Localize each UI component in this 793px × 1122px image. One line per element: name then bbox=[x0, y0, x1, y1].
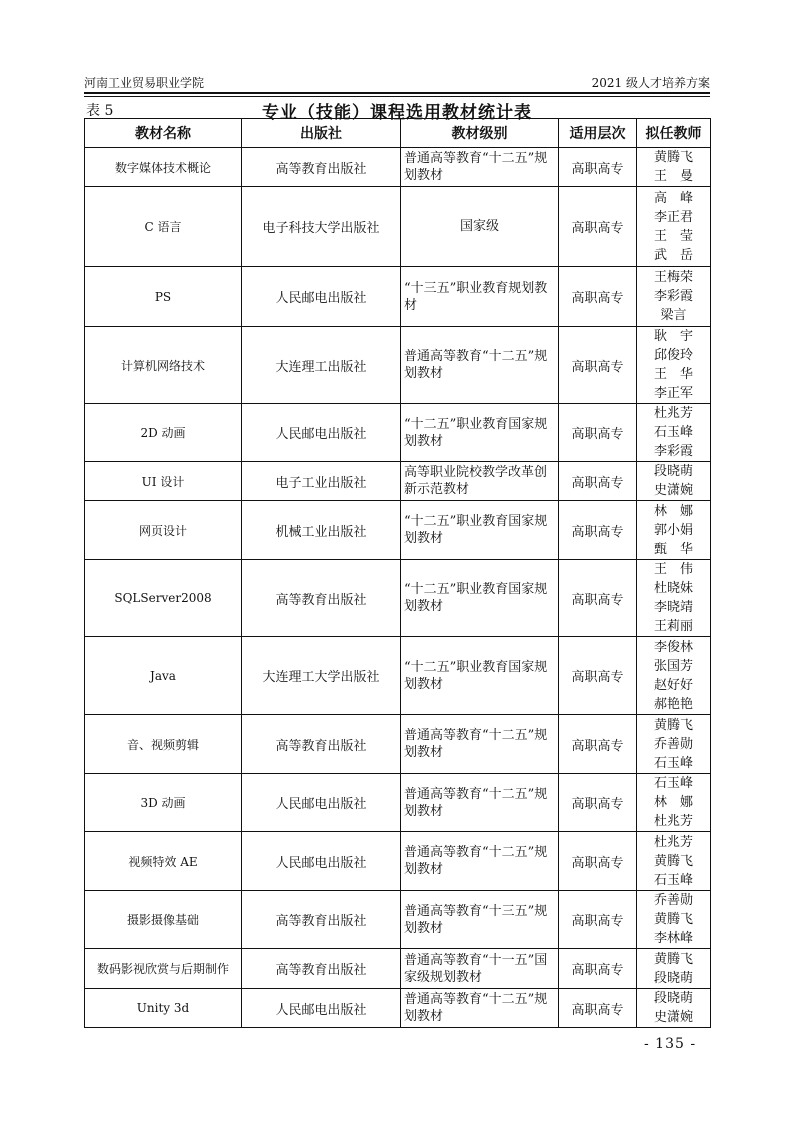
table-header-row bbox=[85, 119, 711, 148]
cell-level: “十二五”职业教育国家规划教材 bbox=[401, 637, 559, 715]
teacher-name: 段晓萌 bbox=[653, 970, 693, 986]
teacher-name: 耿 宇 bbox=[653, 329, 693, 344]
cell-teachers bbox=[637, 267, 711, 327]
cell-tier: 高职高专 bbox=[559, 404, 637, 462]
teacher-name: 杜兆芳 bbox=[653, 406, 693, 421]
table-row bbox=[85, 462, 711, 501]
cell-publisher: 机械工业出版社 bbox=[242, 501, 401, 560]
cell-level: “十三五”职业教育规划教材 bbox=[401, 267, 559, 327]
cell-textbook-name: Java bbox=[85, 637, 242, 715]
teacher-name: 赵好好 bbox=[653, 677, 693, 693]
cell-tier: 高职高专 bbox=[559, 560, 637, 637]
column-header-tier: 适用层次 bbox=[559, 119, 637, 148]
cell-level: 高等职业院校教学改革创新示范教材 bbox=[401, 462, 559, 501]
teacher-name: 武 岳 bbox=[653, 247, 693, 263]
cell-level: 普通高等教育“十二五”规划教材 bbox=[401, 832, 559, 891]
cell-publisher: 人民邮电出版社 bbox=[242, 404, 401, 462]
cell-level: 国家级 bbox=[401, 187, 559, 267]
table-row bbox=[85, 148, 711, 187]
column-header-level: 教材级别 bbox=[401, 119, 559, 148]
teacher-name: 石玉峰 bbox=[653, 755, 693, 771]
cell-level: “十二五”职业教育国家规划教材 bbox=[401, 501, 559, 560]
teacher-name: 李正军 bbox=[653, 386, 693, 401]
teacher-name: 段晓萌 bbox=[653, 464, 693, 479]
cell-teachers bbox=[637, 832, 711, 891]
teacher-name: 李彩霞 bbox=[653, 444, 693, 459]
cell-textbook-name: 摄影摄像基础 bbox=[85, 891, 242, 949]
teacher-name: 黄腾飞 bbox=[653, 951, 693, 967]
cell-level: 普通高等教育“十二五”规划教材 bbox=[401, 774, 559, 832]
teacher-name: 王 华 bbox=[653, 367, 693, 382]
cell-teachers bbox=[637, 187, 711, 267]
teacher-name: 李林峰 bbox=[653, 931, 693, 946]
table-row bbox=[85, 501, 711, 560]
cell-publisher: 高等教育出版社 bbox=[242, 715, 401, 774]
teacher-name: 段晓萌 bbox=[653, 991, 693, 1006]
cell-publisher: 人民邮电出版社 bbox=[242, 832, 401, 891]
cell-teachers bbox=[637, 949, 711, 989]
column-header-name: 教材名称 bbox=[85, 119, 242, 148]
teacher-name: 郝艳艳 bbox=[653, 696, 693, 712]
teacher-name: 黄腾飞 bbox=[653, 853, 693, 869]
cell-tier: 高职高专 bbox=[559, 148, 637, 187]
cell-publisher: 电子工业出版社 bbox=[242, 462, 401, 501]
cell-publisher: 电子科技大学出版社 bbox=[242, 187, 401, 267]
table-row bbox=[85, 989, 711, 1028]
teacher-name: 林 娜 bbox=[653, 503, 693, 519]
cell-textbook-name: SQLServer2008 bbox=[85, 560, 242, 637]
cell-tier: 高职高专 bbox=[559, 949, 637, 989]
teacher-name: 李彩霞 bbox=[653, 289, 693, 304]
table-title: 专业（技能）课程选用教材统计表 bbox=[262, 103, 532, 123]
cell-publisher: 人民邮电出版社 bbox=[242, 989, 401, 1028]
cell-publisher: 大连理工大学出版社 bbox=[242, 637, 401, 715]
teacher-name: 石玉峰 bbox=[653, 776, 693, 791]
cell-level: 普通高等教育“十二五”规划教材 bbox=[401, 715, 559, 774]
teacher-name: 林 娜 bbox=[653, 795, 693, 810]
teacher-name: 杜兆芳 bbox=[653, 814, 693, 829]
cell-tier: 高职高专 bbox=[559, 187, 637, 267]
cell-level: 普通高等教育“十二五”规划教材 bbox=[401, 327, 559, 404]
header-document-name: 2021 级人才培养方案 bbox=[591, 76, 710, 90]
teacher-name: 李正君 bbox=[653, 209, 693, 225]
teacher-name: 邱俊玲 bbox=[653, 348, 693, 363]
teacher-name: 李俊林 bbox=[653, 639, 693, 655]
column-header-publisher: 出版社 bbox=[242, 119, 401, 148]
table-row bbox=[85, 560, 711, 637]
cell-textbook-name: 视频特效 AE bbox=[85, 832, 242, 891]
teacher-name: 梁言 bbox=[660, 308, 687, 323]
cell-tier: 高职高专 bbox=[559, 327, 637, 404]
teacher-name: 石玉峰 bbox=[653, 425, 693, 440]
teacher-name: 石玉峰 bbox=[653, 872, 693, 888]
cell-level: 普通高等教育“十三五”规划教材 bbox=[401, 891, 559, 949]
cell-textbook-name: 3D 动画 bbox=[85, 774, 242, 832]
cell-teachers bbox=[637, 462, 711, 501]
column-header-teachers: 拟任教师 bbox=[637, 119, 711, 148]
cell-publisher: 人民邮电出版社 bbox=[242, 774, 401, 832]
table-row bbox=[85, 267, 711, 327]
header-school-name: 河南工业贸易职业学院 bbox=[84, 76, 205, 90]
cell-textbook-name: 数码影视欣赏与后期制作 bbox=[85, 949, 242, 989]
cell-textbook-name: Unity 3d bbox=[85, 989, 242, 1028]
table-row bbox=[85, 832, 711, 891]
page-number: - 135 - bbox=[644, 1036, 697, 1052]
teacher-name: 张国芳 bbox=[653, 658, 693, 674]
cell-teachers bbox=[637, 560, 711, 637]
cell-level: 普通高等教育“十二五”规划教材 bbox=[401, 148, 559, 187]
table-row bbox=[85, 891, 711, 949]
cell-textbook-name: 2D 动画 bbox=[85, 404, 242, 462]
cell-tier: 高职高专 bbox=[559, 715, 637, 774]
cell-tier: 高职高专 bbox=[559, 774, 637, 832]
cell-teachers bbox=[637, 501, 711, 560]
teacher-name: 乔善勋 bbox=[653, 736, 693, 752]
textbook-table bbox=[84, 118, 711, 1028]
cell-tier: 高职高专 bbox=[559, 637, 637, 715]
cell-textbook-name: 音、视频剪辑 bbox=[85, 715, 242, 774]
teacher-name: 史潇婉 bbox=[653, 1010, 693, 1025]
cell-textbook-name: 数字媒体技术概论 bbox=[85, 148, 242, 187]
cell-publisher: 高等教育出版社 bbox=[242, 949, 401, 989]
cell-textbook-name: 计算机网络技术 bbox=[85, 327, 242, 404]
teacher-name: 李晓靖 bbox=[653, 600, 693, 615]
cell-publisher: 大连理工出版社 bbox=[242, 327, 401, 404]
cell-textbook-name: 网页设计 bbox=[85, 501, 242, 560]
cell-teachers bbox=[637, 989, 711, 1028]
cell-level: “十二五”职业教育国家规划教材 bbox=[401, 560, 559, 637]
teacher-name: 王 曼 bbox=[653, 169, 693, 184]
table-row bbox=[85, 715, 711, 774]
cell-tier: 高职高专 bbox=[559, 267, 637, 327]
cell-teachers bbox=[637, 637, 711, 715]
table-row bbox=[85, 187, 711, 267]
table-label: 表 5 bbox=[86, 103, 114, 119]
cell-tier: 高职高专 bbox=[559, 989, 637, 1028]
cell-textbook-name: PS bbox=[85, 267, 242, 327]
teacher-name: 甄 华 bbox=[653, 541, 693, 557]
teacher-name: 王莉丽 bbox=[653, 619, 693, 634]
cell-teachers bbox=[637, 774, 711, 832]
teacher-name: 杜兆芳 bbox=[653, 834, 693, 850]
table-row bbox=[85, 949, 711, 989]
teacher-name: 乔善勋 bbox=[653, 893, 693, 908]
cell-teachers bbox=[637, 327, 711, 404]
table-row bbox=[85, 327, 711, 404]
cell-tier: 高职高专 bbox=[559, 501, 637, 560]
table-row bbox=[85, 404, 711, 462]
teacher-name: 黄腾飞 bbox=[653, 912, 693, 927]
teacher-name: 黄腾飞 bbox=[653, 717, 693, 733]
cell-textbook-name: UI 设计 bbox=[85, 462, 242, 501]
teacher-name: 郭小娟 bbox=[653, 522, 693, 538]
cell-textbook-name: C 语言 bbox=[85, 187, 242, 267]
cell-teachers bbox=[637, 148, 711, 187]
teacher-name: 王 莹 bbox=[653, 228, 693, 244]
cell-level: 普通高等教育“十一五”国家级规划教材 bbox=[401, 949, 559, 989]
teacher-name: 黄腾飞 bbox=[653, 150, 693, 165]
cell-teachers bbox=[637, 715, 711, 774]
cell-teachers bbox=[637, 404, 711, 462]
cell-teachers bbox=[637, 891, 711, 949]
table-row bbox=[85, 637, 711, 715]
cell-level: 普通高等教育“十二五”规划教材 bbox=[401, 989, 559, 1028]
header-rule-thin bbox=[84, 96, 710, 97]
teacher-name: 王梅荣 bbox=[653, 270, 693, 285]
table-row bbox=[85, 774, 711, 832]
cell-publisher: 高等教育出版社 bbox=[242, 891, 401, 949]
cell-tier: 高职高专 bbox=[559, 891, 637, 949]
teacher-name: 王 伟 bbox=[653, 562, 693, 577]
cell-publisher: 高等教育出版社 bbox=[242, 560, 401, 637]
teacher-name: 杜晓妹 bbox=[653, 581, 693, 596]
cell-tier: 高职高专 bbox=[559, 832, 637, 891]
cell-level: “十二五”职业教育国家规划教材 bbox=[401, 404, 559, 462]
header-rule-thick bbox=[84, 92, 710, 94]
cell-publisher: 人民邮电出版社 bbox=[242, 267, 401, 327]
cell-publisher: 高等教育出版社 bbox=[242, 148, 401, 187]
teacher-name: 高 峰 bbox=[653, 190, 693, 206]
teacher-name: 史潇婉 bbox=[653, 483, 693, 498]
cell-tier: 高职高专 bbox=[559, 462, 637, 501]
